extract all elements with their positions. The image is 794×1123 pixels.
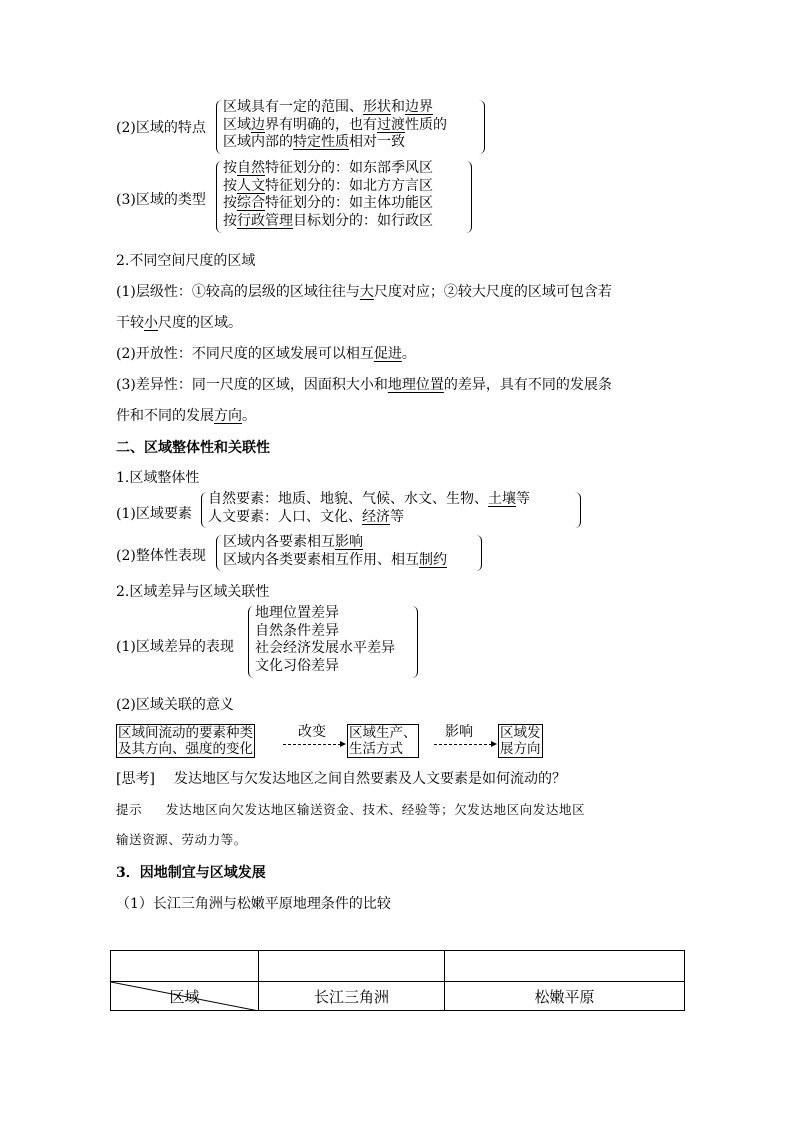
underlined-answer: 方向 — [214, 408, 242, 424]
region-types-list — [223, 160, 433, 230]
text-run: 文化习俗差异 — [255, 657, 339, 674]
text-run: 干较 — [116, 315, 144, 331]
text-run: 相对一致 — [349, 134, 405, 150]
text-run: 按 — [223, 212, 237, 229]
text-run: (2)开放性：不同尺度的区域发展可以相互 — [116, 346, 374, 362]
flow-arrow2-head — [491, 741, 497, 747]
flow-arrow1-line — [283, 744, 341, 745]
heading-diff-link: 2.区域差异与区域关联性 — [116, 584, 270, 600]
brace-item — [255, 605, 395, 623]
text-run: 社会经济发展水平差异 — [255, 640, 395, 656]
text-run: 和 — [391, 99, 405, 115]
para-difference-line1 — [116, 374, 612, 394]
flow-box-lifestyle-line1: 区域生产、 — [349, 725, 417, 741]
table-cell — [111, 951, 259, 982]
region-features-brace-left — [216, 100, 222, 154]
underlined-answer: 影响 — [335, 534, 363, 550]
integrity-show-list — [223, 534, 447, 569]
brace-item — [208, 491, 530, 509]
elements-label: (1)区域要素 — [116, 506, 192, 522]
underlined-answer: 过渡 — [377, 116, 405, 133]
brace-item — [255, 658, 395, 676]
region-features-list — [223, 99, 447, 152]
table-row — [111, 982, 685, 1011]
text-run: 按 — [223, 195, 237, 211]
underlined-answer: 经济 — [362, 508, 390, 525]
underlined-answer: 大 — [359, 284, 374, 300]
brace-item — [223, 134, 447, 152]
flow-box-lifestyle — [347, 724, 419, 758]
text-run: 特征划分的：如北方方言区 — [265, 177, 433, 194]
flow-box-lifestyle-line2: 生活方式 — [349, 741, 403, 757]
flow-arrow1-head — [340, 741, 346, 747]
text-run: (1)层级性：①较高的层级的区域往往与 — [116, 284, 360, 300]
integrity-show-label: (2)整体性表现 — [116, 548, 206, 564]
diff-show-label: (1)区域差异的表现 — [116, 639, 234, 655]
table-corner-cell — [111, 982, 259, 1011]
para-hierarchy-line1 — [116, 281, 612, 301]
flow-box-elements — [116, 724, 255, 758]
brace-item — [255, 623, 395, 641]
brace-item — [208, 509, 530, 527]
text-run: 特征划分的：如主体功能区 — [265, 195, 433, 211]
region-features-brace-right — [479, 100, 485, 154]
text-run: 人文要素：人口、文化、 — [208, 508, 362, 525]
underlined-answer: 地理位置 — [387, 377, 444, 393]
brace-item — [223, 117, 447, 135]
text-run: 自然条件差异 — [255, 622, 339, 639]
text-run: (3)差异性：同一尺度的区域，因面积大小和 — [116, 377, 388, 393]
text-run: 自然要素：地质、地貌、气候、水文、生物、 — [208, 491, 488, 507]
brace-item — [223, 195, 433, 213]
region-features-label: (2)区域的特点 — [116, 120, 206, 136]
integrity-show-brace-right — [476, 535, 482, 571]
region-types-brace-right — [466, 161, 472, 233]
region-types-label: (3)区域的类型 — [116, 192, 206, 208]
elements-list — [208, 491, 530, 526]
text-run: 。 — [242, 408, 256, 424]
underlined-answer: 促进 — [373, 346, 402, 362]
hint-tag: 提示 — [116, 802, 143, 817]
text-run: 件和不同的发展 — [116, 408, 214, 424]
text-run: 等 — [390, 508, 404, 525]
underlined-answer: 边 — [251, 116, 265, 133]
flow-box-direction-line1: 区域发 — [500, 725, 541, 741]
flow-arrow1-label: 改变 — [298, 724, 326, 740]
brace-item — [223, 99, 447, 117]
elements-brace-right — [575, 492, 581, 528]
text-run: 的差异，具有不同的发展条 — [443, 377, 612, 393]
think-question: 发达地区与欠发达地区之间自然要素及人文要素是如何流动的？ — [174, 771, 566, 787]
text-run: 界有明确的，也有 — [265, 116, 377, 133]
flow-box-direction — [498, 724, 543, 758]
text-run: 地理位置差异 — [255, 605, 339, 621]
text-run: 性质的 — [405, 116, 447, 133]
heading-adapt: 3．因地制宜与区域发展 — [116, 865, 266, 881]
underlined-answer: 边界 — [405, 99, 433, 115]
brace-item — [223, 534, 447, 552]
table-header-yangtze: 长江三角洲 — [259, 982, 445, 1011]
text-run: 尺度对应；②较大尺度的区域可包含若 — [373, 284, 612, 300]
para-link-meaning: (2)区域关联的意义 — [116, 697, 234, 713]
para-openness — [116, 343, 416, 363]
underlined-answer: 制约 — [419, 551, 447, 568]
para-hierarchy-line2 — [116, 312, 242, 332]
underlined-answer: 形状 — [363, 99, 391, 115]
heading-scale: 2.不同空间尺度的区域 — [116, 253, 256, 269]
heading-integrity: 1.区域整体性 — [116, 470, 200, 486]
text-run: 尺度的区域。 — [158, 315, 242, 331]
underlined-answer: 综合 — [237, 195, 265, 211]
hint-answer-line1: 发达地区向欠发达地区输送资金、技术、经验等；欠发达地区向发达地区 — [166, 802, 586, 817]
diff-show-brace-left — [248, 606, 254, 678]
flow-box-elements-line1: 区域间流动的要素种类 — [118, 725, 253, 741]
underlined-answer: 人文 — [237, 177, 265, 194]
table-cell — [445, 951, 685, 982]
table-cell — [259, 951, 445, 982]
hint-answer-line2: 输送资源、劳动力等。 — [116, 832, 248, 847]
comparison-table — [110, 950, 685, 1011]
integrity-show-brace-left — [216, 535, 222, 571]
para-difference-line2 — [116, 405, 256, 425]
text-run: 按 — [223, 177, 237, 194]
underlined-answer: 自然 — [237, 160, 265, 176]
underlined-answer: 特定性质 — [293, 134, 349, 150]
elements-brace-left — [201, 492, 207, 528]
text-run: 特征划分的：如东部季风区 — [265, 160, 433, 176]
table-row — [111, 951, 685, 982]
brace-item — [223, 213, 433, 231]
underlined-answer: 行政管理 — [237, 212, 293, 229]
text-run: 目标划分的：如行政区 — [293, 212, 433, 229]
brace-item — [223, 178, 433, 196]
text-run: 区域具有一定的范围、 — [223, 99, 363, 115]
text-run: 区域内部的 — [223, 134, 293, 150]
heading-section2: 二、区域整体性和关联性 — [116, 440, 270, 456]
sub-compare: （1）长江三角洲与松嫩平原地理条件的比较 — [116, 896, 391, 912]
region-types-brace-left — [216, 161, 222, 233]
text-run: 按 — [223, 160, 237, 176]
text-run: 区域内各类要素相互作用、相互 — [223, 551, 419, 568]
flow-box-elements-line2: 及其方向、强度的变化 — [118, 741, 253, 757]
diff-show-brace-right — [412, 606, 418, 678]
brace-item — [255, 640, 395, 658]
think-tag: [思考] — [116, 771, 155, 787]
underlined-answer: 小 — [144, 315, 158, 331]
text-run: 。 — [401, 346, 416, 362]
flow-arrow2-label: 影响 — [445, 724, 473, 740]
flow-box-direction-line2: 展方向 — [500, 741, 541, 757]
text-run: 区域 — [223, 116, 251, 133]
table-corner-label: 区域 — [169, 987, 200, 1006]
underlined-answer: 土壤 — [488, 491, 516, 507]
text-run: 区域内各要素相互 — [223, 534, 335, 550]
text-run: 等 — [516, 491, 530, 507]
diff-show-list — [255, 605, 395, 675]
flow-arrow2-line — [434, 744, 492, 745]
brace-item — [223, 160, 433, 178]
brace-item — [223, 552, 447, 570]
table-header-songnen: 松嫩平原 — [445, 982, 685, 1011]
